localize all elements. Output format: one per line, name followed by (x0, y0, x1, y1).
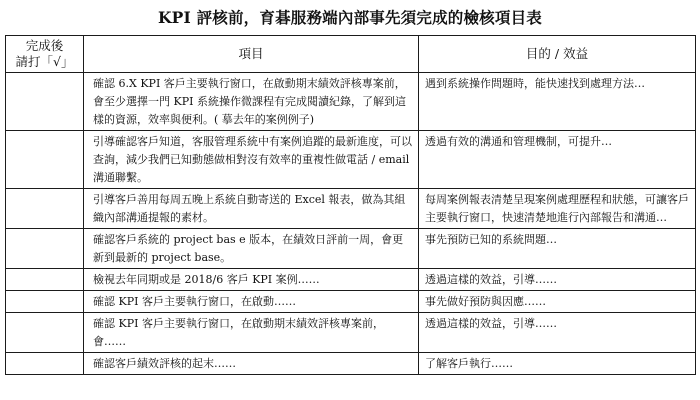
item-cell: 確認 6.X KPI 客戶主要執行窗口，在啟動期末績效評核專案前，會至少選擇一門 KPI 系統操作微課程有完成閱讀紀錄，了解到這樣的資源，效率與便利。( 摹去年的案例例子) (84, 73, 419, 131)
item-cell: 引導客戶善用每周五晚上系統自動寄送的 Excel 報表，做為其組織內部溝通提報的素材。 (84, 189, 419, 229)
table-row (6, 313, 696, 353)
table-row (6, 131, 696, 189)
table-row (6, 189, 696, 229)
check-cell[interactable] (6, 73, 84, 131)
table-row (6, 229, 696, 269)
item-cell: 確認客戶績效評核的起末…… (84, 353, 419, 375)
column-header-check (6, 36, 84, 73)
item-cell: 確認 KPI 客戶主要執行窗口，在啟動…… (84, 291, 419, 313)
goal-cell: 每周案例報表清楚呈現案例處理歷程和狀態，可讓客戶主要執行窗口，快速清楚地進行內部報告和溝通… (419, 189, 696, 229)
item-cell: 確認 KPI 客戶主要執行窗口，在啟動期末績效評核專案前，會…… (84, 313, 419, 353)
table-row (6, 73, 696, 131)
check-cell[interactable] (6, 313, 84, 353)
goal-cell: 了解客戶執行…… (419, 353, 696, 375)
check-cell[interactable] (6, 269, 84, 291)
goal-cell: 透過有效的溝通和管理機制，可提升… (419, 131, 696, 189)
table-row (6, 269, 696, 291)
goal-cell: 透過這樣的效益，引導…… (419, 313, 696, 353)
goal-cell: 事先預防已知的系統問題… (419, 229, 696, 269)
item-cell: 引導確認客戶知道，客服管理系統中有案例追蹤的最新進度，可以查詢，減少我們已知動態做相對沒有效率的重複性做電話 / email 溝通聯繫。 (84, 131, 419, 189)
column-header-item: 項目 (84, 36, 419, 73)
checklist-table (5, 35, 696, 375)
goal-cell: 遇到系統操作問題時，能快速找到處理方法… (419, 73, 696, 131)
check-cell[interactable] (6, 189, 84, 229)
document-title: KPI 評核前，育碁服務端內部事先須完成的檢核項目表 (158, 8, 542, 27)
table-header-row (6, 36, 696, 73)
item-cell: 確認客戶系統的 project bas e 版本，在績效日評前一周，會更新到最新的 project base。 (84, 229, 419, 269)
item-cell: 檢視去年同期或是 2018/6 客戶 KPI 案例…… (84, 269, 419, 291)
table-row (6, 353, 696, 375)
goal-cell: 透過這樣的效益，引導…… (419, 269, 696, 291)
check-cell[interactable] (6, 291, 84, 313)
check-cell[interactable] (6, 229, 84, 269)
column-header-check-line2: 請打「√」 (15, 54, 74, 69)
goal-cell: 事先做好預防與因應…… (419, 291, 696, 313)
column-header-check-line1: 完成後 (25, 38, 64, 53)
check-cell[interactable] (6, 353, 84, 375)
table-row (6, 291, 696, 313)
check-cell[interactable] (6, 131, 84, 189)
column-header-goal: 目的 / 效益 (419, 36, 696, 73)
